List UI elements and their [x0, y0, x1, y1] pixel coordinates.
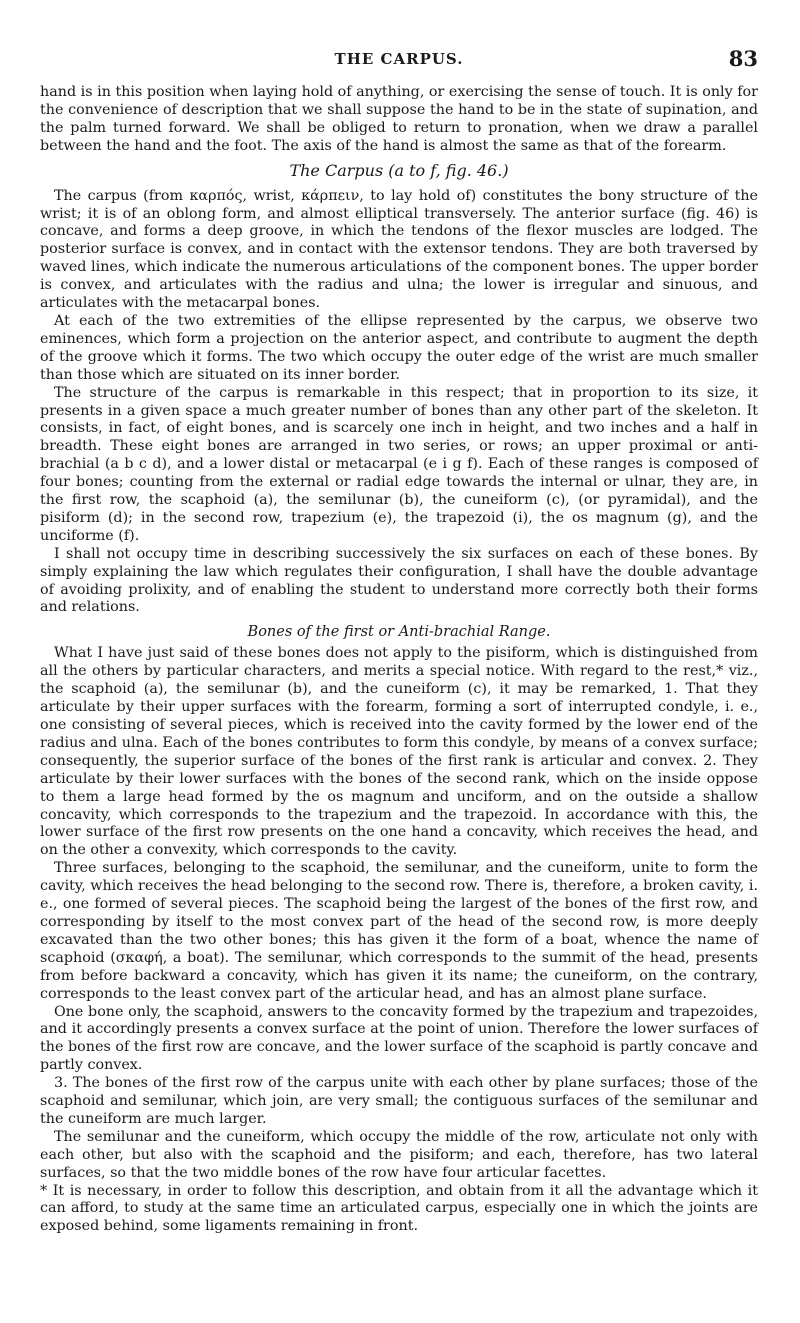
page-number: 83 [728, 46, 758, 71]
antibrachial-paragraph: Three surfaces, belonging to the scaphoid, the semilunar, and the cuneiform, unite to form the cavity, which receives the head belonging to the second row. There is, therefore, a broken cavity, i. e., one formed of several pieces. The scaphoid being the largest of the bones of the first row, and corresponding by itself to the most convex part of the head of the second row, is more deeply excavated than the two other bones; this has given it the form of a boat, whence the name of scaphoid (σκαφή, a boat). The semilunar, which corresponds to the summit of the head, presents from before backward a concavity, which has given it its name; the cuneiform, on the contrary, corresponds to the least convex part of the articular head, and has an almost plane surface. [40, 860, 758, 1002]
antibrachial-heading: Bones of the first or Anti-brachial Range. [247, 624, 551, 641]
carpus-paragraph: At each of the two extremities of the ellipse represented by the carpus, we observe two eminences, which form a projection on the anterior aspect, and contribute to augment the depth of the groove which it forms. The two which occupy the outer edge of the wrist are much smaller than those which are situated on its inner border. [40, 312, 758, 383]
running-title: THE CARPUS. [334, 50, 464, 68]
antibrachial-paragraph: 3. The bones of the first row of the carpus unite with each other by plane surfaces; those of the scaphoid and semilunar, which join, are very small; the contiguous surfaces of the semilunar and the cuneiform are much larger. [40, 1075, 758, 1127]
antibrachial-paragraph: What I have just said of these bones does not apply to the pisiform, which is distinguished from all the others by particular characters, and merits a special notice. With regard to the rest,* viz., the scaphoid (a), the semilunar (b), and the cuneiform (c), it may be remarked, 1. That they articulate by their upper surfaces with the forearm, forming a sort of interrupted condyle, i. e., one consisting of several pieces, which is received into the cavity formed by the lower end of the radius and ulna. Each of the bones contributes to form this condyle, by means of a convex surface; consequently, the superior surface of the bones of the first rank is articular and convex. 2. They articulate by their lower surfaces with the bones of the second rank, which on the inside oppose to them a large head formed by the os magnum and unciform, and on the outside a shallow concavity, which corresponds to the trapezium and the trapezoid. In accordance with this, the lower surface of the first row presents on the one hand a concavity, which receives the head, and on the other a convexity, which corresponds to the cavity. [40, 645, 758, 859]
carpus-paragraph: I shall not occupy time in describing successively the six surfaces on each of these bones. By simply explaining the law which regulates their configuration, I shall have the double advantage of avoiding prolixity, and of enabling the student to understand more correctly both their forms and relations. [40, 545, 758, 616]
running-header [40, 46, 758, 84]
footnote: * It is necessary, in order to follow this description, and obtain from it all the advantage which it can afford, to study at the same time an articulated carpus, especially one in which the joints are exposed behind, some ligaments remaining in front. [40, 1182, 758, 1235]
carpus-paragraph: The structure of the carpus is remarkable in this respect; that in proportion to its size, it presents in a given space a much greater number of bones than any other part of the skeleton. It consists, in fact, of eight bones, and is scarcely one inch in height, and two inches and a half in breadth. These eight bones are arranged in two series, or rows; an upper proximal or anti-brachial (a b c d), and a lower distal or metacarpal (e i g f). Each of these ranges is composed of four bones; counting from the external or radial edge towards the internal or ulnar, they are, in the first row, the scaphoid (a), the semilunar (b), the cuneiform (c), (or pyramidal), and the pisiform (d); in the second row, trapezium (e), the trapezoid (i), the os magnum (g), and the unciforme (f). [40, 384, 758, 544]
page-body [40, 84, 758, 1236]
antibrachial-paragraph: One bone only, the scaphoid, answers to the concavity formed by the trapezium and trapezoides, and it accordingly presents a convex surface at the point of union. Therefore the lower surfaces of the bones of the first row are concave, and the lower surface of the scaphoid is partly concave and partly convex. [40, 1003, 758, 1074]
carpus-heading: The Carpus (a to f, fig. 46.) [289, 160, 509, 180]
antibrachial-paragraph: The semilunar and the cuneiform, which occupy the middle of the row, articulate not only with each other, but also with the scaphoid and the pisiform; and each, therefore, has two lateral surfaces, so that the two middle bones of the row have four articular facettes. [40, 1128, 758, 1181]
carpus-paragraph: The carpus (from καρπός, wrist, κάρπειν, to lay hold of) constitutes the bony structure of the wrist; it is of an oblong form, and almost elliptical transversely. The anterior surface (fig. 46) is concave, and forms a deep groove, in which the tendons of the flexor muscles are lodged. The posterior surface is convex, and in contact with the extensor tendons. They are both traversed by waved lines, which indicate the numerous articulations of the component bones. The upper border is convex, and articulates with the radius and ulna; the lower is irregular and sinuous, and articulates with the metacarpal bones. [40, 187, 758, 312]
intro-paragraph: hand is in this position when laying hold of anything, or exercising the sense of touch. It is only for the convenience of description that we shall suppose the hand to be in the state of supination, and the palm turned forward. We shall be obliged to return to pronation, when we draw a parallel between the hand and the foot. The axis of the hand is almost the same as that of the forearm. [40, 84, 758, 154]
